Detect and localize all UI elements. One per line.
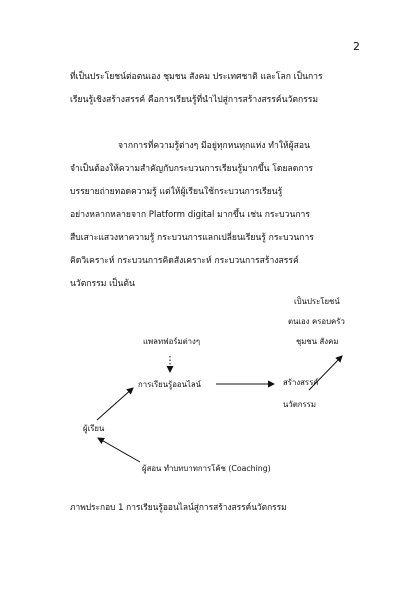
paragraph-2-line: คิดวิเคราะห์ กระบวนการคิดสังเคราะห์ กระบวนการสร้างสรรค์ (70, 256, 299, 266)
innovation-label-line2: นวัตกรรม (283, 400, 317, 409)
online-learning-label: การเรียนรู้ออนไลน์ (138, 380, 201, 389)
innovation-label-line1: สร้างสรรค์ (283, 378, 319, 387)
paragraph-2-line: สืบเสาะแสวงหาความรู้ กระบวนการแลกเปลี่ยนเรียนรู้ กระบวนการ (70, 233, 314, 243)
benefit-label-line3: ชุมชน สังคม (296, 337, 339, 346)
paragraph-2-line: นวัตกรรม เป็นต้น (70, 279, 135, 289)
learner-to-online-arrow (97, 388, 133, 420)
paragraph-1-line: ที่เป็นประโยชน์ต่อตนเอง ชุมชน สังคม ประเทศชาติ และโลก เป็นการ (70, 72, 323, 82)
paragraph-2-line: อย่างหลากหลายจาก Platform digital มากขึ้น เช่น กระบวนการ (70, 210, 310, 220)
paragraph-2-line: จากการที่ความรู้ต่างๆ มีอยู่ทุกหนทุกแห่ง ทำให้ผู้สอน (118, 141, 310, 151)
paragraph-2-line: จำเป็นต้องให้ความสำคัญกับกระบวนการเรียนรู้มากขึ้น โดยลดการ (70, 164, 314, 174)
platforms-label: แพลทฟอร์มต่างๆ (143, 337, 201, 346)
learner-label: ผู้เรียน (83, 424, 105, 433)
paragraph-1-line: เรียนรู้เชิงสร้างสรรค์ คือการเรียนรู้ที่นำไปสู่การสร้างสรรค์นวัตกรรม (70, 95, 319, 105)
coach-label: ผู้สอน ทำบทบาทการโค้ช (Coaching) (142, 464, 271, 473)
benefit-label-line1: เป็นประโยชน์ (294, 297, 340, 306)
page-number: 2 (353, 40, 360, 53)
figure-caption: ภาพประกอบ 1 การเรียนรู้ออนไลน์สู่การสร้างสรรค์นวัตกรรม (70, 502, 287, 512)
coach-to-learner-arrow (98, 438, 140, 462)
benefit-label-line2: ตนเอง ครอบครัว (288, 317, 345, 326)
paragraph-2-line: บรรยายถ่ายทอดความรู้ แต่ให้ผู้เรียนใช้กระบวนการเรียนรู้ (70, 187, 283, 197)
